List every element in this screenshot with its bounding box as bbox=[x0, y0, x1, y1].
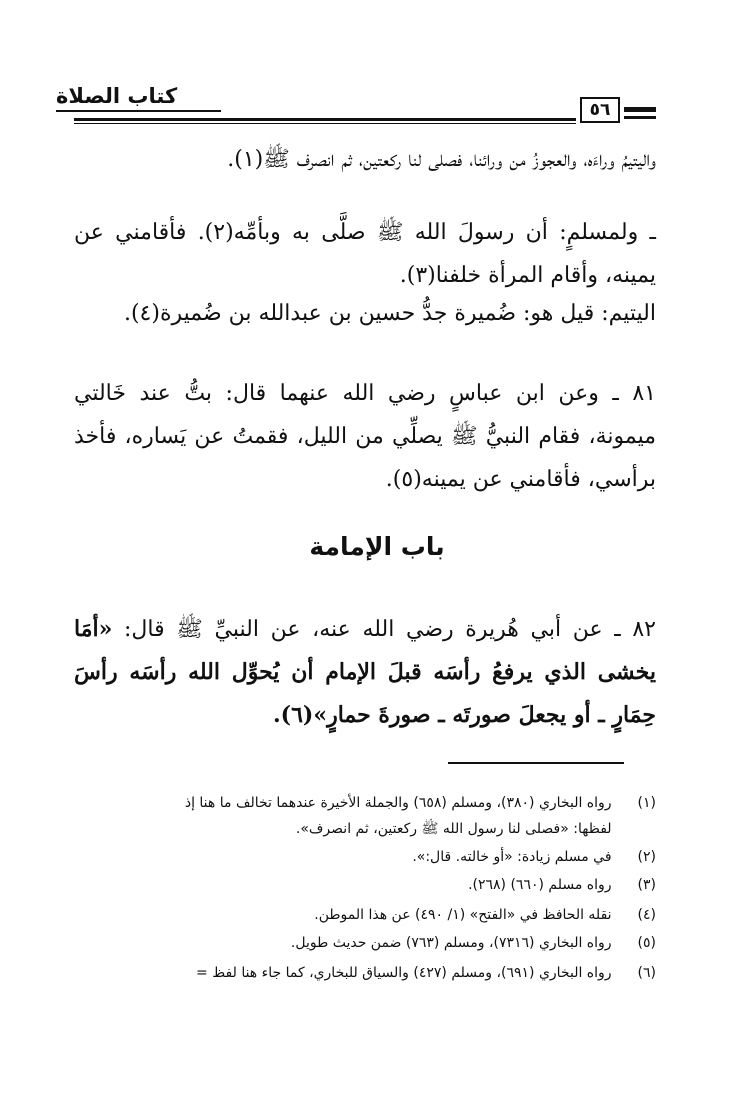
footnote-continuation bbox=[62, 816, 656, 842]
footnote-text: في مسلم زيادة: «أو خالته. قال:». bbox=[412, 849, 612, 865]
footnote-text: رواه البخاري (٦٩١)، ومسلم (٤٢٧) والسياق للبخاري، كما جاء هنا لفظ = bbox=[196, 965, 612, 981]
paragraph-1: واليتيمُ وراءَه، والعجوزُ من ورائنا، فصلى لنا ركعتين، ثم انصرف ﷺ(١). bbox=[227, 147, 656, 172]
footnote bbox=[62, 902, 656, 928]
paragraph-3: اليتيم: قيل هو: ضُميرة جدُّ حسين بن عبدالله بن ضُميرة(٤). bbox=[123, 301, 656, 326]
footnote-text: رواه البخاري (٧٣١٦)، ومسلم (٧٦٣) ضمن حديث طويل. bbox=[290, 935, 612, 951]
footnote bbox=[62, 844, 656, 870]
footnote-number: (٢) bbox=[637, 849, 656, 865]
footnote-number: (٦) bbox=[637, 965, 656, 981]
title-underline bbox=[56, 110, 221, 112]
footnote bbox=[62, 930, 656, 956]
header-bar bbox=[624, 107, 656, 112]
footnote-text: نقله الحافظ في «الفتح» (١/ ٤٩٠) عن هذا الموطن. bbox=[314, 907, 612, 923]
header-rule-thin bbox=[74, 123, 576, 124]
footnote-number: (١) bbox=[637, 795, 656, 811]
paragraph-2: ـ ولمسلمٍ: أن رسولَ الله ﷺ صلَّى به وبأمِّه(٢). فأقامني عن يمينه، وأقام المرأة خلفنا(٣). bbox=[74, 220, 656, 288]
footnote-number: (٣) bbox=[637, 877, 656, 893]
section-title: باب الإمامة bbox=[309, 532, 445, 561]
hadith-intro: ٨٢ ـ عن أبي هُريرة رضي الله عنه، عن النبيِّ ﷺ قال: bbox=[112, 617, 656, 642]
footnote bbox=[62, 960, 656, 986]
footnote-number: (٥) bbox=[637, 935, 656, 951]
header-rule bbox=[74, 118, 576, 121]
hadith-text: «أمَا يخشى الذي يرفعُ رأسَه قبلَ الإمام أن يُحوِّل الله رأسَه رأسَ حِمَارٍ ـ أو يجعلَ صورتَه ـ صورةَ حمارٍ»(٦). bbox=[74, 616, 656, 728]
paragraph-5 bbox=[74, 608, 656, 737]
footnote-text: رواه البخاري (٣٨٠)، ومسلم (٦٥٨) والجملة الأخيرة عندهما تخالف ما هنا إذ bbox=[184, 795, 612, 811]
book-title: كتاب الصلاة bbox=[56, 84, 178, 108]
footnote bbox=[62, 790, 656, 816]
footnote-separator bbox=[448, 762, 624, 764]
footnote-text: رواه مسلم (٦٦٠) (٢٦٨). bbox=[468, 877, 612, 893]
header-bar-lower bbox=[624, 116, 656, 119]
footnote-text: لفظها: «فصلى لنا رسول الله ﷺ ركعتين، ثم انصرف». bbox=[295, 821, 612, 837]
page-number: ٥٦ bbox=[580, 97, 620, 123]
paragraph-4: ٨١ ـ وعن ابن عباسٍ رضي الله عنهما قال: بتُّ عند خَالتي ميمونة، فقام النبيُّ ﷺ يصلِّي من الليل، فقمتُ عن يَساره، فأخذ برأسي، فأقامني عن يمينه(٥). bbox=[74, 381, 656, 492]
footnote-number: (٤) bbox=[637, 907, 656, 923]
footnote bbox=[62, 872, 656, 898]
